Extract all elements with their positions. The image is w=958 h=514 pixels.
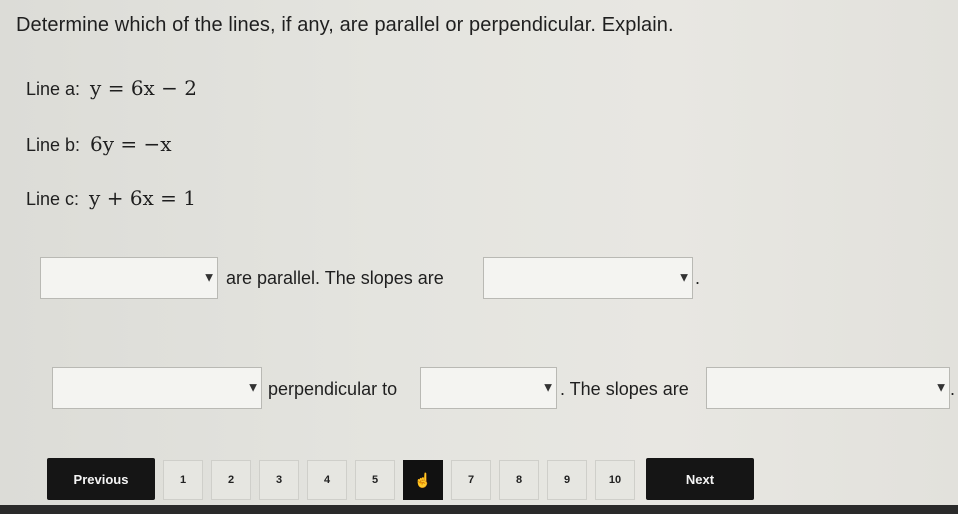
perpendicular-slopes-dropdown[interactable] — [706, 367, 950, 409]
period-2: . — [950, 379, 956, 399]
period-1: . — [695, 268, 701, 288]
parallel-lines-dropdown[interactable] — [40, 257, 218, 299]
page-5-button[interactable]: 5 — [355, 460, 395, 500]
previous-button[interactable]: Previous — [47, 458, 155, 500]
bottom-edge — [0, 505, 958, 514]
perpendicular-line-dropdown[interactable] — [52, 367, 262, 409]
chevron-down-icon: ▼ — [205, 272, 213, 284]
hand-pointer-icon: ☝ — [414, 471, 432, 488]
perpendicular-to-dropdown[interactable] — [420, 367, 557, 409]
page-2-button[interactable]: 2 — [211, 460, 251, 500]
slopes-text: . The slopes are — [560, 379, 689, 399]
line-a-label: Line a: — [26, 79, 81, 99]
page-10-button[interactable]: 10 — [595, 460, 635, 500]
parallel-text: are parallel. The slopes are — [226, 268, 444, 288]
page-9-button[interactable]: 9 — [547, 460, 587, 500]
chevron-down-icon: ▼ — [937, 382, 945, 394]
page-7-button[interactable]: 7 — [451, 460, 491, 500]
question-text: Determine which of the lines, if any, are parallel or perpendicular. Explain. — [16, 14, 674, 36]
next-button[interactable]: Next — [646, 458, 754, 500]
line-b-equation: 6y = −x — [90, 132, 172, 156]
page-4-button[interactable]: 4 — [307, 460, 347, 500]
line-a-equation: y = 6x − 2 — [90, 76, 198, 100]
page-8-button[interactable]: 8 — [499, 460, 539, 500]
chevron-down-icon: ▼ — [680, 272, 688, 284]
page-1-button[interactable]: 1 — [163, 460, 203, 500]
line-c — [26, 186, 196, 210]
line-c-label: Line c: — [26, 189, 80, 209]
page-3-button[interactable]: 3 — [259, 460, 299, 500]
line-c-equation: y + 6x = 1 — [89, 186, 197, 210]
chevron-down-icon: ▼ — [249, 382, 257, 394]
line-b-label: Line b: — [26, 135, 81, 155]
line-b — [26, 132, 172, 156]
page-6-button-current[interactable] — [403, 460, 443, 500]
line-a — [26, 76, 197, 100]
perpendicular-text: perpendicular to — [268, 379, 398, 399]
parallel-slopes-dropdown[interactable] — [483, 257, 693, 299]
chevron-down-icon: ▼ — [544, 382, 552, 394]
